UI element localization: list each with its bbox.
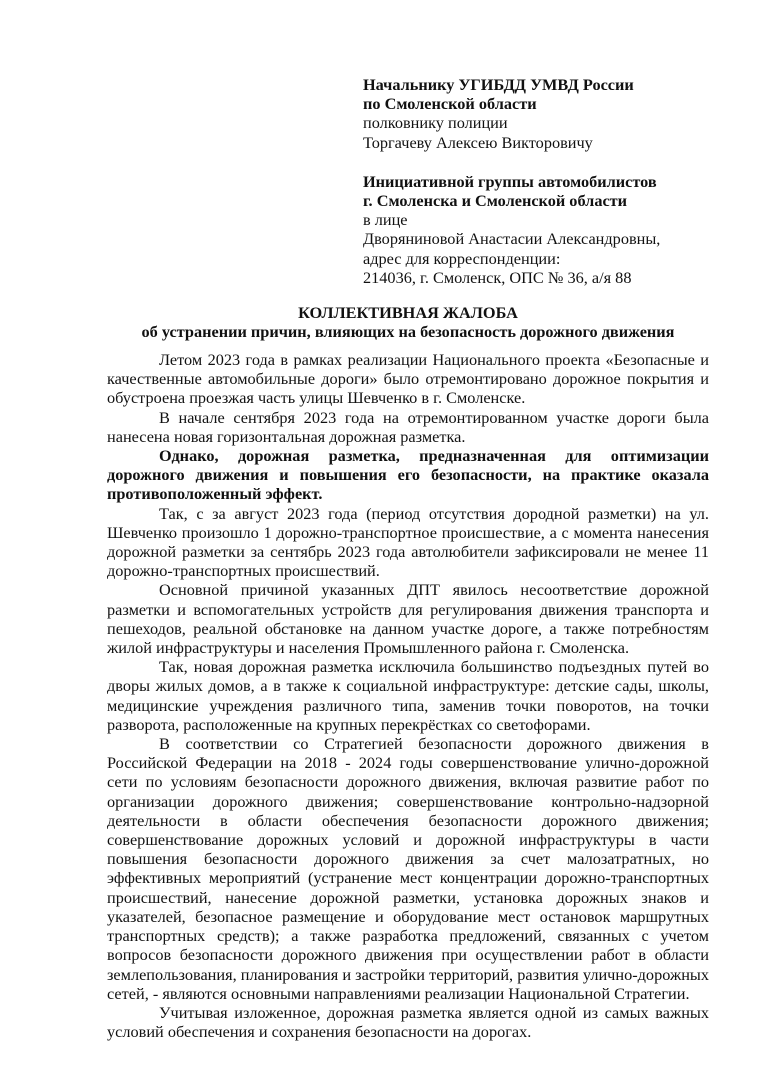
recipient-name: Торгачеву Алексею Викторовичу — [363, 132, 593, 152]
document-subtitle: об устранении причин, влияющих на безопасность дорожного движения — [141, 322, 675, 342]
paragraph: В соответствии со Стратегией безопасности дорожного движения в Российской Федерации на 2018 - 2024 годы совершенствование улично-дорожной сети по условиям безопасности дорожного движения, включая развитие работ по организации дорожного движения; совершенствование контрольно-надзорной деятельности в области обеспечения безопасности дорожного движения; совершенствование дорожных условий и дорожной инфраструктуры в части повышения безопасности дорожного движения за счет малозатратных, но эффективных мероприятий (устранение мест концентрации дорожно-транспортных происшествий, нанесение дорожной разметки, установка дорожных знаков и указателей, безопасное размещение и оборудование мест остановок маршрутных транспортных средств); а также разработка предложений, связанных с учетом вопросов безопасности дорожного движения при осуществлении работ в области землепользования, планирования и застройки территорий, развития улично-дорожных сетей, - являются основными направлениями реализации Национальной Стратегии. — [107, 734, 709, 1003]
sender-address: 214036, г. Смоленск, ОПС № 36, а/я 88 — [363, 267, 632, 287]
sender-representative-label: в лице — [363, 210, 408, 230]
recipient-region: по Смоленской области — [363, 94, 537, 114]
addressee-block — [363, 75, 723, 287]
paragraph: Летом 2023 года в рамках реализации Национального проекта «Безопасные и качественные автомобильные дороги» было отремонтировано дорожное покрытия и обустроена проезжая часть улицы Шевченко в г. Смоленске. — [107, 350, 709, 408]
paragraph: Так, новая дорожная разметка исключила большинство подъездных путей во дворы жилых домов, а в также к социальной инфраструктуре: детские сады, школы, медицинские учреждения различного типа, заменив точки поворотов, на точки разворота, расположенные на крупных перекрёстках со светофорами. — [107, 657, 709, 734]
recipient-title: Начальнику УГИБДД УМВД России — [363, 75, 634, 94]
paragraph-emphasis: Однако, дорожная разметка, предназначенная для оптимизации дорожного движения и повышения его безопасности, на практике оказала противоположенный эффект. — [107, 446, 709, 504]
sender-name: Дворяниновой Анастасии Александровны, — [363, 229, 661, 249]
document-heading — [107, 303, 709, 341]
paragraph: В начале сентября 2023 года на отремонтированном участке дороги была нанесена новая горизонтальная дорожная разметка. — [107, 407, 709, 446]
recipient-rank: полковнику полиции — [363, 113, 508, 133]
document-title: КОЛЛЕКТИВНАЯ ЖАЛОБА — [298, 303, 518, 322]
sender-region: г. Смоленска и Смоленской области — [363, 191, 628, 211]
paragraph: Основной причиной указанных ДПТ явилось несоответствие дорожной разметки и вспомогательных устройств для регулирования движения транспорта и пешеходов, реальной обстановке на данном участке дороге, а также потребностям жилой инфраструктуры и населения Промышленного района г. Смоленска. — [107, 580, 709, 658]
paragraph: Так, с за август 2023 года (период отсутствия дородной разметки) на ул. Шевченко произошло 1 дорожно-транспортное происшествие, а с момента нанесения дорожной разметки за сентябрь 2023 года автолюбители зафиксировали не менее 11 дорожно-транспортных происшествий. — [107, 503, 709, 581]
document-body — [107, 350, 709, 1041]
sender-address-label: адрес для корреспонденции: — [363, 248, 561, 268]
sender-group: Инициативной группы автомобилистов — [363, 171, 657, 191]
paragraph: Учитывая изложенное, дорожная разметка является одной из самых важных условий обеспечения и сохранения безопасности на дорогах. — [107, 1002, 709, 1042]
